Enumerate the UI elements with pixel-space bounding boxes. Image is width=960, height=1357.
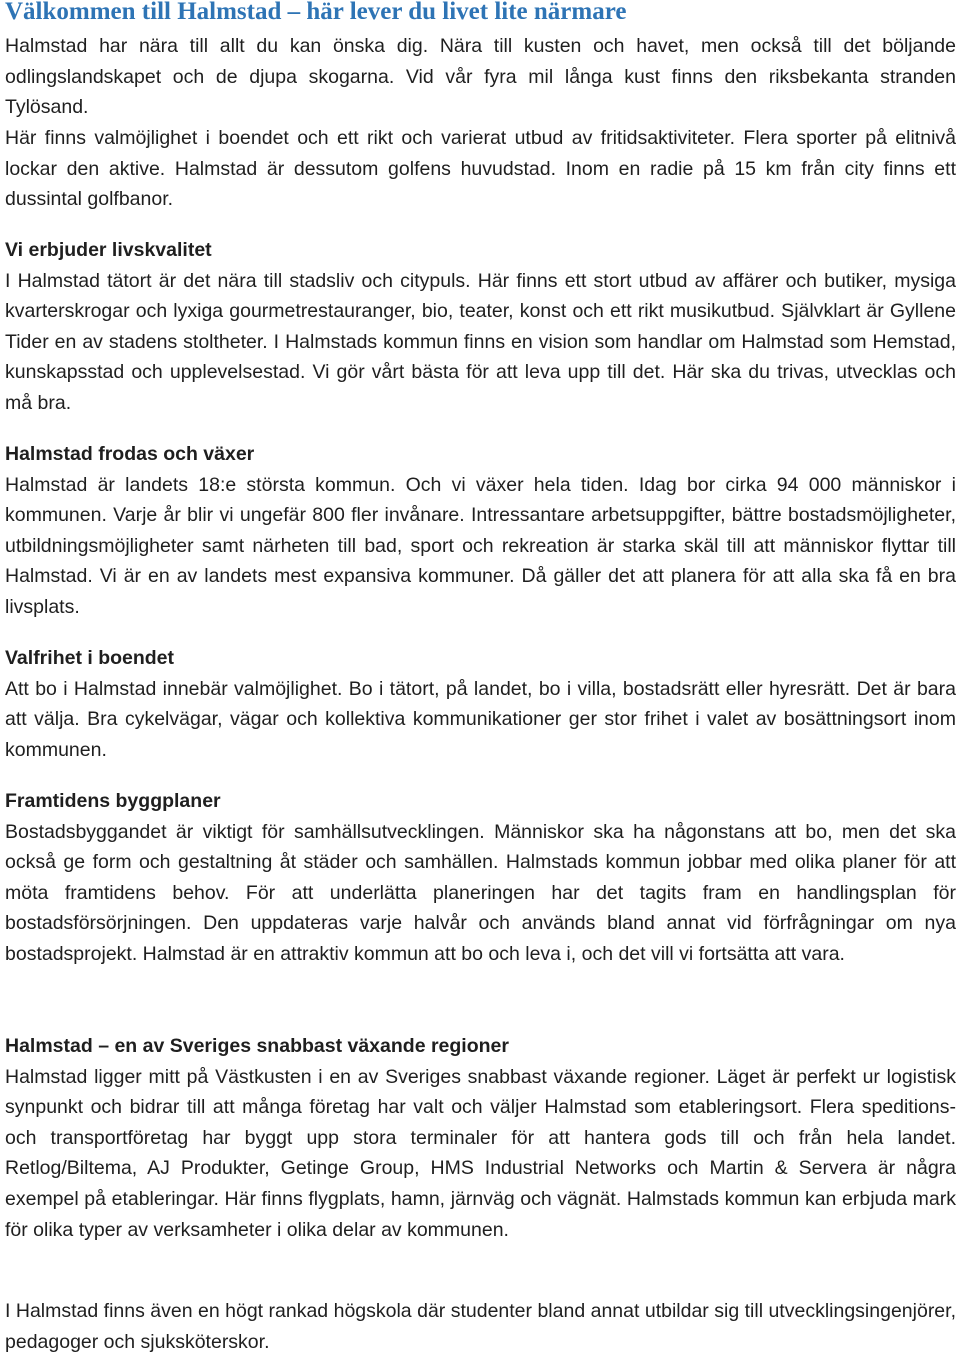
intro-paragraph-2 xyxy=(5,123,956,215)
section-heading: Vi erbjuder livskvalitet xyxy=(5,239,212,261)
section-heading: Halmstad frodas och växer xyxy=(5,443,255,465)
section-text: I Halmstad tätort är det nära till stadsliv och citypuls. Här finns ett stort utbud av affärer och butiker, mysiga kvarterskrogar och lyxiga gourmetrestauranger, bio, teater, konst och ett rikt musikutbud. Självklart är Gyllene Tider en av stadens stoltheter. I Halmstads kommun finns en vision som handlar om Halmstad som Hemstad, kunskapsstad och upplevelsestad. Vi gör vårt bästa för att leva upp till det. Här ska du trivas, utvecklas och må bra. xyxy=(5,269,956,414)
section-heading: Valfrihet i boendet xyxy=(5,647,175,669)
document-title: Välkommen till Halmstad – här lever du livet lite närmare xyxy=(5,0,627,25)
closing-paragraph xyxy=(5,1296,956,1357)
intro-text-1: Halmstad har nära till allt du kan önska dig. Nära till kusten och havet, men också till det böljande odlingslandskapet och de djupa skogarna. Vid vår fyra mil långa kust finns den riksbekanta stranden Tylösand. xyxy=(5,35,956,119)
section-livskvalitet xyxy=(5,235,956,419)
intro-text-2: Här finns valmöjlighet i boendet och ett rikt och varierat utbud av fritidsaktiviteter. Flera sporter på elitnivå lockar den aktive. Halmstad är dessutom golfens huvudstad. Inom en radie på 15 km från city finns ett dussintal golfbanor. xyxy=(5,127,956,211)
intro-paragraph-1 xyxy=(5,31,956,123)
section-text: Att bo i Halmstad innebär valmöjlighet. Bo i tätort, på landet, bo i villa, bostadsrätt eller hyresrätt. Det är bara att välja. Bra cykelvägar, vägar och kollektiva kommunikationer ger stor frihet i valet av bosättningsort inom kommunen. xyxy=(5,677,956,761)
section-text: Halmstad är landets 18:e största kommun. Och vi växer hela tiden. Idag bor cirka 94 000 människor i kommunen. Varje år blir vi ungefär 800 fler invånare. Intressantare arbetsuppgifter, bättre bostadsmöjligheter, utbildningsmöjligheter samt närheten till bad, sport och rekreation är starka skäl till att människor flyttar till Halmstad. Vi är en av landets mest expansiva kommuner. Då gäller det att planera för att alla ska få en bra livsplats. xyxy=(5,473,956,618)
section-region xyxy=(5,1031,956,1245)
section-byggplaner xyxy=(5,786,956,970)
section-frodas xyxy=(5,439,956,623)
section-heading: Halmstad – en av Sveriges snabbast växande regioner xyxy=(5,1035,509,1057)
closing-text: I Halmstad finns även en högt rankad högskola där studenter bland annat utbildar sig till utvecklingsingenjörer, pedagoger och sjuksköterskor. xyxy=(5,1300,956,1353)
section-text: Halmstad ligger mitt på Västkusten i en av Sveriges snabbast växande regioner. Läget är perfekt ur logistisk synpunkt och bidrar till att många företag har valt och väljer Halmstad som etableringsort. Flera speditions- och transportföretag har byggt upp stora terminaler för att hantera gods till och från hela landet. Retlog/Biltema, AJ Produkter, Getinge Group, HMS Industrial Networks och Martin & Servera är några exempel på etableringar. Här finns flygplats, hamn, järnväg och vägnät. Halmstads kommun kan erbjuda mark för olika typer av verksamheter i olika delar av kommunen. xyxy=(5,1065,956,1241)
section-heading: Framtidens byggplaner xyxy=(5,790,221,812)
section-valfrihet xyxy=(5,643,956,765)
section-text: Bostadsbyggandet är viktigt för samhällsutvecklingen. Människor ska ha någonstans att bo, men det ska också ge form och gestaltning åt städer och samhällen. Halmstads kommun jobbar med olika planer för att möta framtidens behov. För att underlätta planeringen har det tagits fram en handlingsplan för bostadsförsörjningen. Den uppdateras varje halvår och används bland annat vid förfrågningar om nya bostadsprojekt. Halmstad är en attraktiv kommun att bo och leva i, och det vill vi fortsätta att vara. xyxy=(5,820,956,965)
